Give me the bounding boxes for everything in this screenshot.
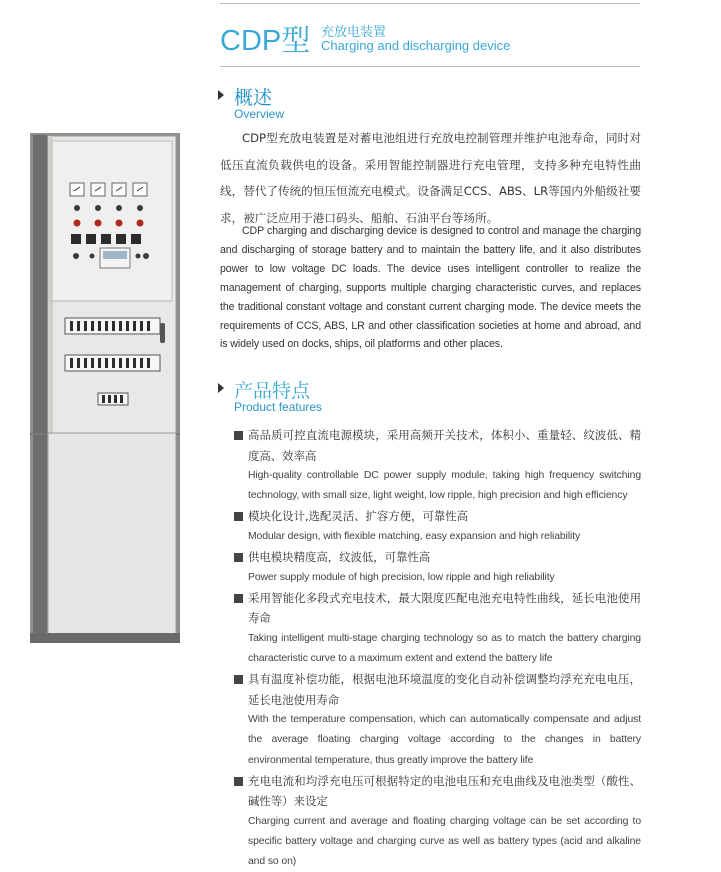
feature-text-cn: 具有温度补偿功能，根据电池环境温度的变化自动补偿调整均浮充充电电压，延长电池使用寿命 [248, 672, 641, 707]
feature-text-cn: 供电模块精度高，纹波低，可靠性高 [248, 550, 431, 565]
triangle-right-icon [218, 90, 224, 100]
feature-text-en: Taking intelligent multi-stage charging technology so as to match the battery charging characteristic curve to a maximum extent and extend the battery life [248, 632, 641, 665]
feature-text-en: With the temperature compensation, which can automatically compensate and adjust the average floating charging voltage according to the changes in battery environmental temperature, thus greatly improve the battery life [248, 714, 641, 766]
feature-text-cn: 模块化设计,选配灵活、扩容方便，可靠性高 [248, 509, 469, 524]
breaker-strip-upper [65, 318, 160, 334]
feature-text-cn: 采用智能化多段式充电技术，最大限度匹配电池充电特性曲线，延长电池使用寿命 [248, 590, 641, 626]
feature-item [234, 506, 641, 547]
feature-text-en: High-quality controllable DC power supply module, taking high frequency switching technology, with small size, light weight, low ripple, high precision and high efficiency [248, 470, 641, 502]
control-panel [52, 141, 172, 301]
terminal-block [98, 393, 128, 405]
feature-item [234, 547, 641, 588]
feature-item [234, 771, 641, 872]
overview-paragraph-en: CDP charging and discharging device is designed to control and manage the charging and discharging of storage battery and to maintain the battery life, and it also distributes power to low voltage DC loads. The device uses intelligent controller to realize the management of charging, supports multiple charging characteristic curves, and replaces the traditional constant voltage and constant current charging mode. The device meets the requirements of CCS, ABS, LR and other classification societies at home and abroad, and is widely used on docks, ships, oil platforms and other places. [220, 225, 641, 351]
feature-text-cn: 高品质可控直流电源模块，采用高频开关技术，体积小、重量轻、纹波低、精度高、效率高 [248, 428, 641, 463]
square-bullet-icon [234, 431, 243, 440]
header-title-cn: 充放电装置 [321, 25, 387, 40]
cabinet-illustration [30, 133, 180, 643]
top-rule [220, 3, 640, 4]
feature-text-cn: 充电电流和均浮充电压可根据特定的电池电压和充电曲线及电池类型（酸性、碱性等）来设定 [248, 773, 641, 809]
model-name: CDP型 [220, 25, 311, 57]
square-bullet-icon [234, 553, 243, 562]
cabinet-lower [48, 433, 176, 640]
feature-list [234, 425, 641, 872]
overview-title-en: Overview [234, 107, 285, 121]
feature-text-en: Charging current and average and floating charging voltage can be set according to specific battery voltage and charging curve as well as battery types (acid and alkaline and so on) [248, 815, 641, 868]
cabinet-side [33, 135, 47, 641]
header-rule [220, 66, 640, 67]
cabinet-base [30, 633, 180, 643]
square-bullet-icon [234, 675, 243, 684]
square-bullet-icon [234, 777, 243, 786]
overview-paragraph-cn: CDP型充放电装置是对蓄电池组进行充放电控制管理并维护电池寿命，同时对低压直流负载供电的设备。采用智能控制器进行充电管理，支持多种充电特性曲线，替代了传统的恒压恒流充电模式。设备满足CCS、ABS、LR等国内外船级社要求，被广泛应用于港口码头、船舶、石油平台等场所。 [220, 131, 641, 225]
square-bullet-icon [234, 512, 243, 521]
features-title-cn: 产品特点 [234, 380, 311, 402]
door-handle [160, 323, 165, 343]
feature-text-en: Power supply module of high precision, low ripple and high reliability [248, 571, 555, 583]
triangle-right-icon [218, 383, 224, 393]
breaker-strip-lower [65, 355, 160, 371]
overview-title-cn: 概述 [234, 87, 273, 109]
feature-item [234, 669, 641, 771]
header-title-en: Charging and discharging device [321, 38, 511, 53]
feature-text-en: Modular design, with flexible matching, easy expansion and high reliability [248, 530, 581, 542]
feature-item [234, 425, 641, 506]
features-title-en: Product features [234, 400, 323, 414]
feature-item [234, 588, 641, 669]
square-bullet-icon [234, 594, 243, 603]
